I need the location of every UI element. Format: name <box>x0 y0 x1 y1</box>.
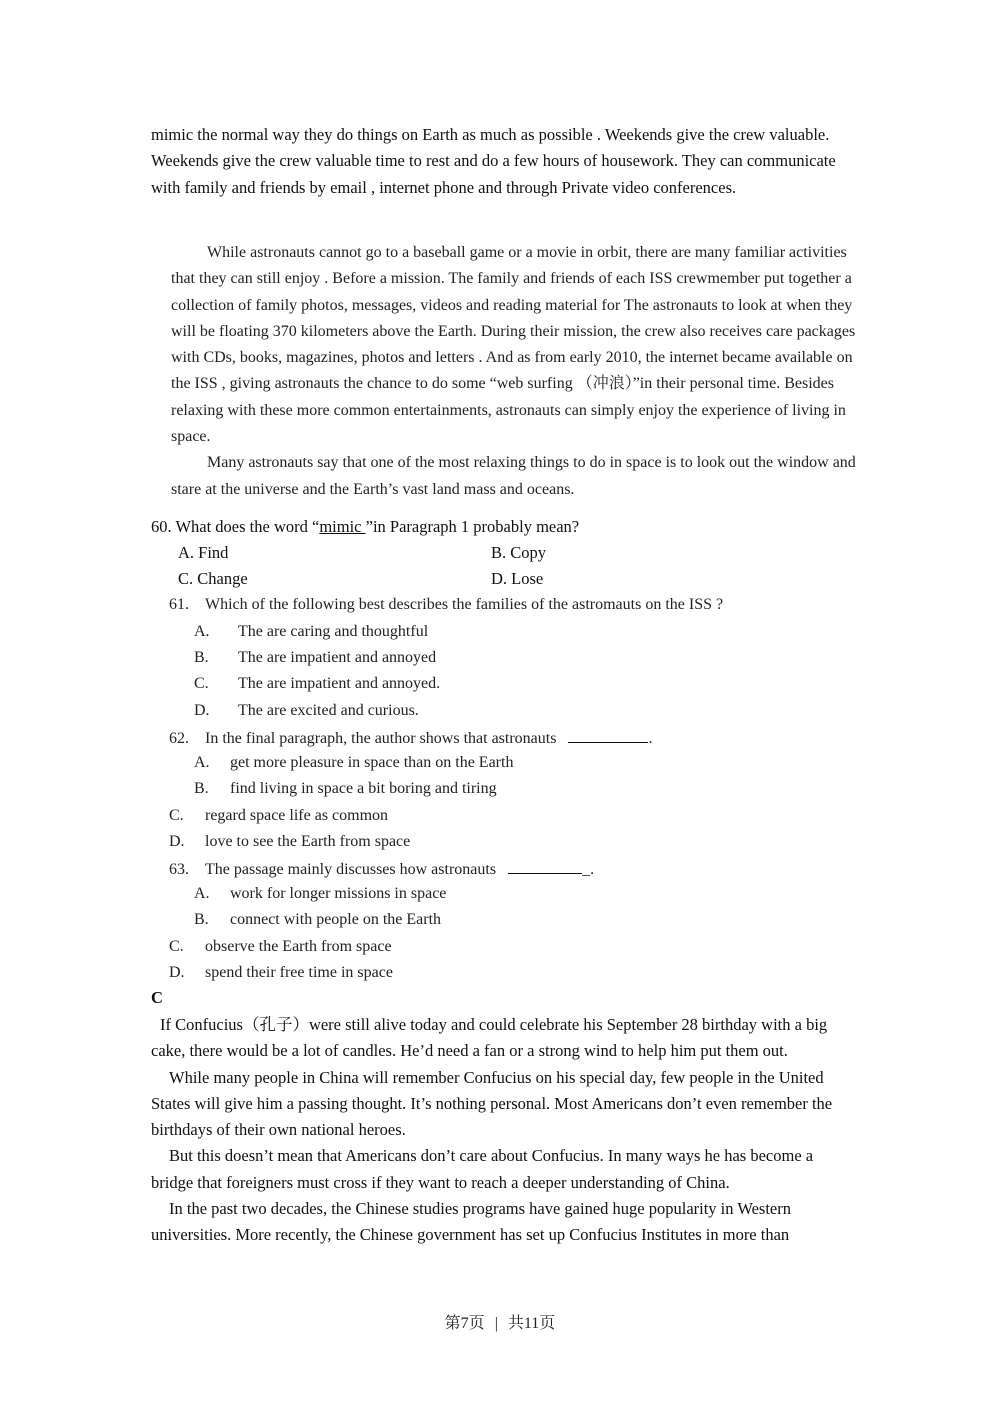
answer-blank <box>508 859 582 874</box>
page-number: 第7页 <box>444 1315 485 1332</box>
paragraph-text: While astronauts cannot go to a baseball game or a movie in orbit, there are many familiar activities that they can still enjoy . Before a mission. The family and friends of each ISS crewmember put together a collection of family photos, messages, videos and reading material for The astronauts to look at when they will be floating 370 kilometers above the Earth. During their mission, the crew also receives care packages with CDs, books, magazines, photos and letters . And as from early 2010, the internet became available on the ISS , giving astronauts the chance to do some “web surfing （冲浪）”in their personal time. Besides relaxing with these more common entertainments, astronauts can simply enjoy the experience of living in space. <box>171 244 856 446</box>
question-63-option-d: D. spend their free time in space <box>169 964 393 981</box>
question-63-stem: 63. The passage mainly discusses how astronauts _. <box>169 861 595 878</box>
question-61-option-c: C. The are impatient and annoyed. <box>194 675 441 692</box>
question-62-option-d: D. love to see the Earth from space <box>169 833 411 850</box>
question-63-option-a: A. work for longer missions in space <box>194 885 447 902</box>
paragraph-text: In the past two decades, the Chinese studies programs have gained huge popularity in Western universities. More recently, the Chinese government has set up Confucius Institutes in more than <box>151 1199 791 1245</box>
answer-blank <box>568 728 648 743</box>
question-61-option-a: A. The are caring and thoughtful <box>194 623 429 640</box>
question-60-option-a: A. Find <box>178 543 229 562</box>
question-62-option-c: C. regard space life as common <box>169 807 389 824</box>
paragraph-text: If Confucius（孔子）were still alive today and could celebrate his September 28 birthday with a big cake, there would be a lot of candles. He’d need a fan or a strong wind to help him put them out. <box>151 1015 828 1061</box>
question-62-option-b: B. find living in space a bit boring and tiring <box>194 780 497 797</box>
passage-b-paragraph-1 <box>151 122 851 201</box>
passage-c <box>151 1012 851 1249</box>
question-63-option-b: B. connect with people on the Earth <box>194 911 442 928</box>
question-60-option-b: B. Copy <box>491 543 547 562</box>
paragraph-text: But this doesn’t mean that Americans don’t care about Confucius. In many ways he has become a bridge that foreigners must cross if they want to reach a deeper understanding of China. <box>151 1146 814 1192</box>
question-62-option-a: A. get more pleasure in space than on the Earth <box>194 754 514 771</box>
question-61-stem: 61. Which of the following best describes the families of the astromauts on the ISS ? <box>169 596 724 613</box>
footer-separator: | <box>494 1315 498 1332</box>
question-61-option-d: D. The are excited and curious. <box>194 702 419 719</box>
paragraph-text: Many astronauts say that one of the most relaxing things to do in space is to look out the window and stare at the universe and the Earth’s vast land mass and oceans. <box>171 454 856 498</box>
question-62-stem: 62. In the final paragraph, the author shows that astronauts . <box>169 730 653 747</box>
question-60-stem: 60. What does the word “mimic ”in Paragraph 1 probably mean? <box>151 517 580 536</box>
question-61-option-b: B. The are impatient and annoyed <box>194 649 437 666</box>
question-60-option-d: D. Lose <box>491 569 544 588</box>
passage-b-scanned-section <box>171 240 871 503</box>
underlined-word: mimic <box>319 517 366 536</box>
page-total: 共11页 <box>507 1315 556 1332</box>
page-footer <box>0 1310 1000 1333</box>
section-heading-c: C <box>151 988 163 1007</box>
question-63-option-c: C. observe the Earth from space <box>169 938 392 955</box>
question-60-option-c: C. Change <box>178 569 248 588</box>
paragraph-text: mimic the normal way they do things on Earth as much as possible . Weekends give the crew valuable. Weekends give the crew valuable time to rest and do a few hours of housework. They can communicate with family and friends by email , internet phone and through Private video conferences. <box>151 125 836 197</box>
paragraph-text: While many people in China will remember Confucius on his special day, few people in the United States will give him a passing thought. It’s nothing personal. Most Americans don’t even remember the birthdays of their own national heroes. <box>151 1067 833 1140</box>
